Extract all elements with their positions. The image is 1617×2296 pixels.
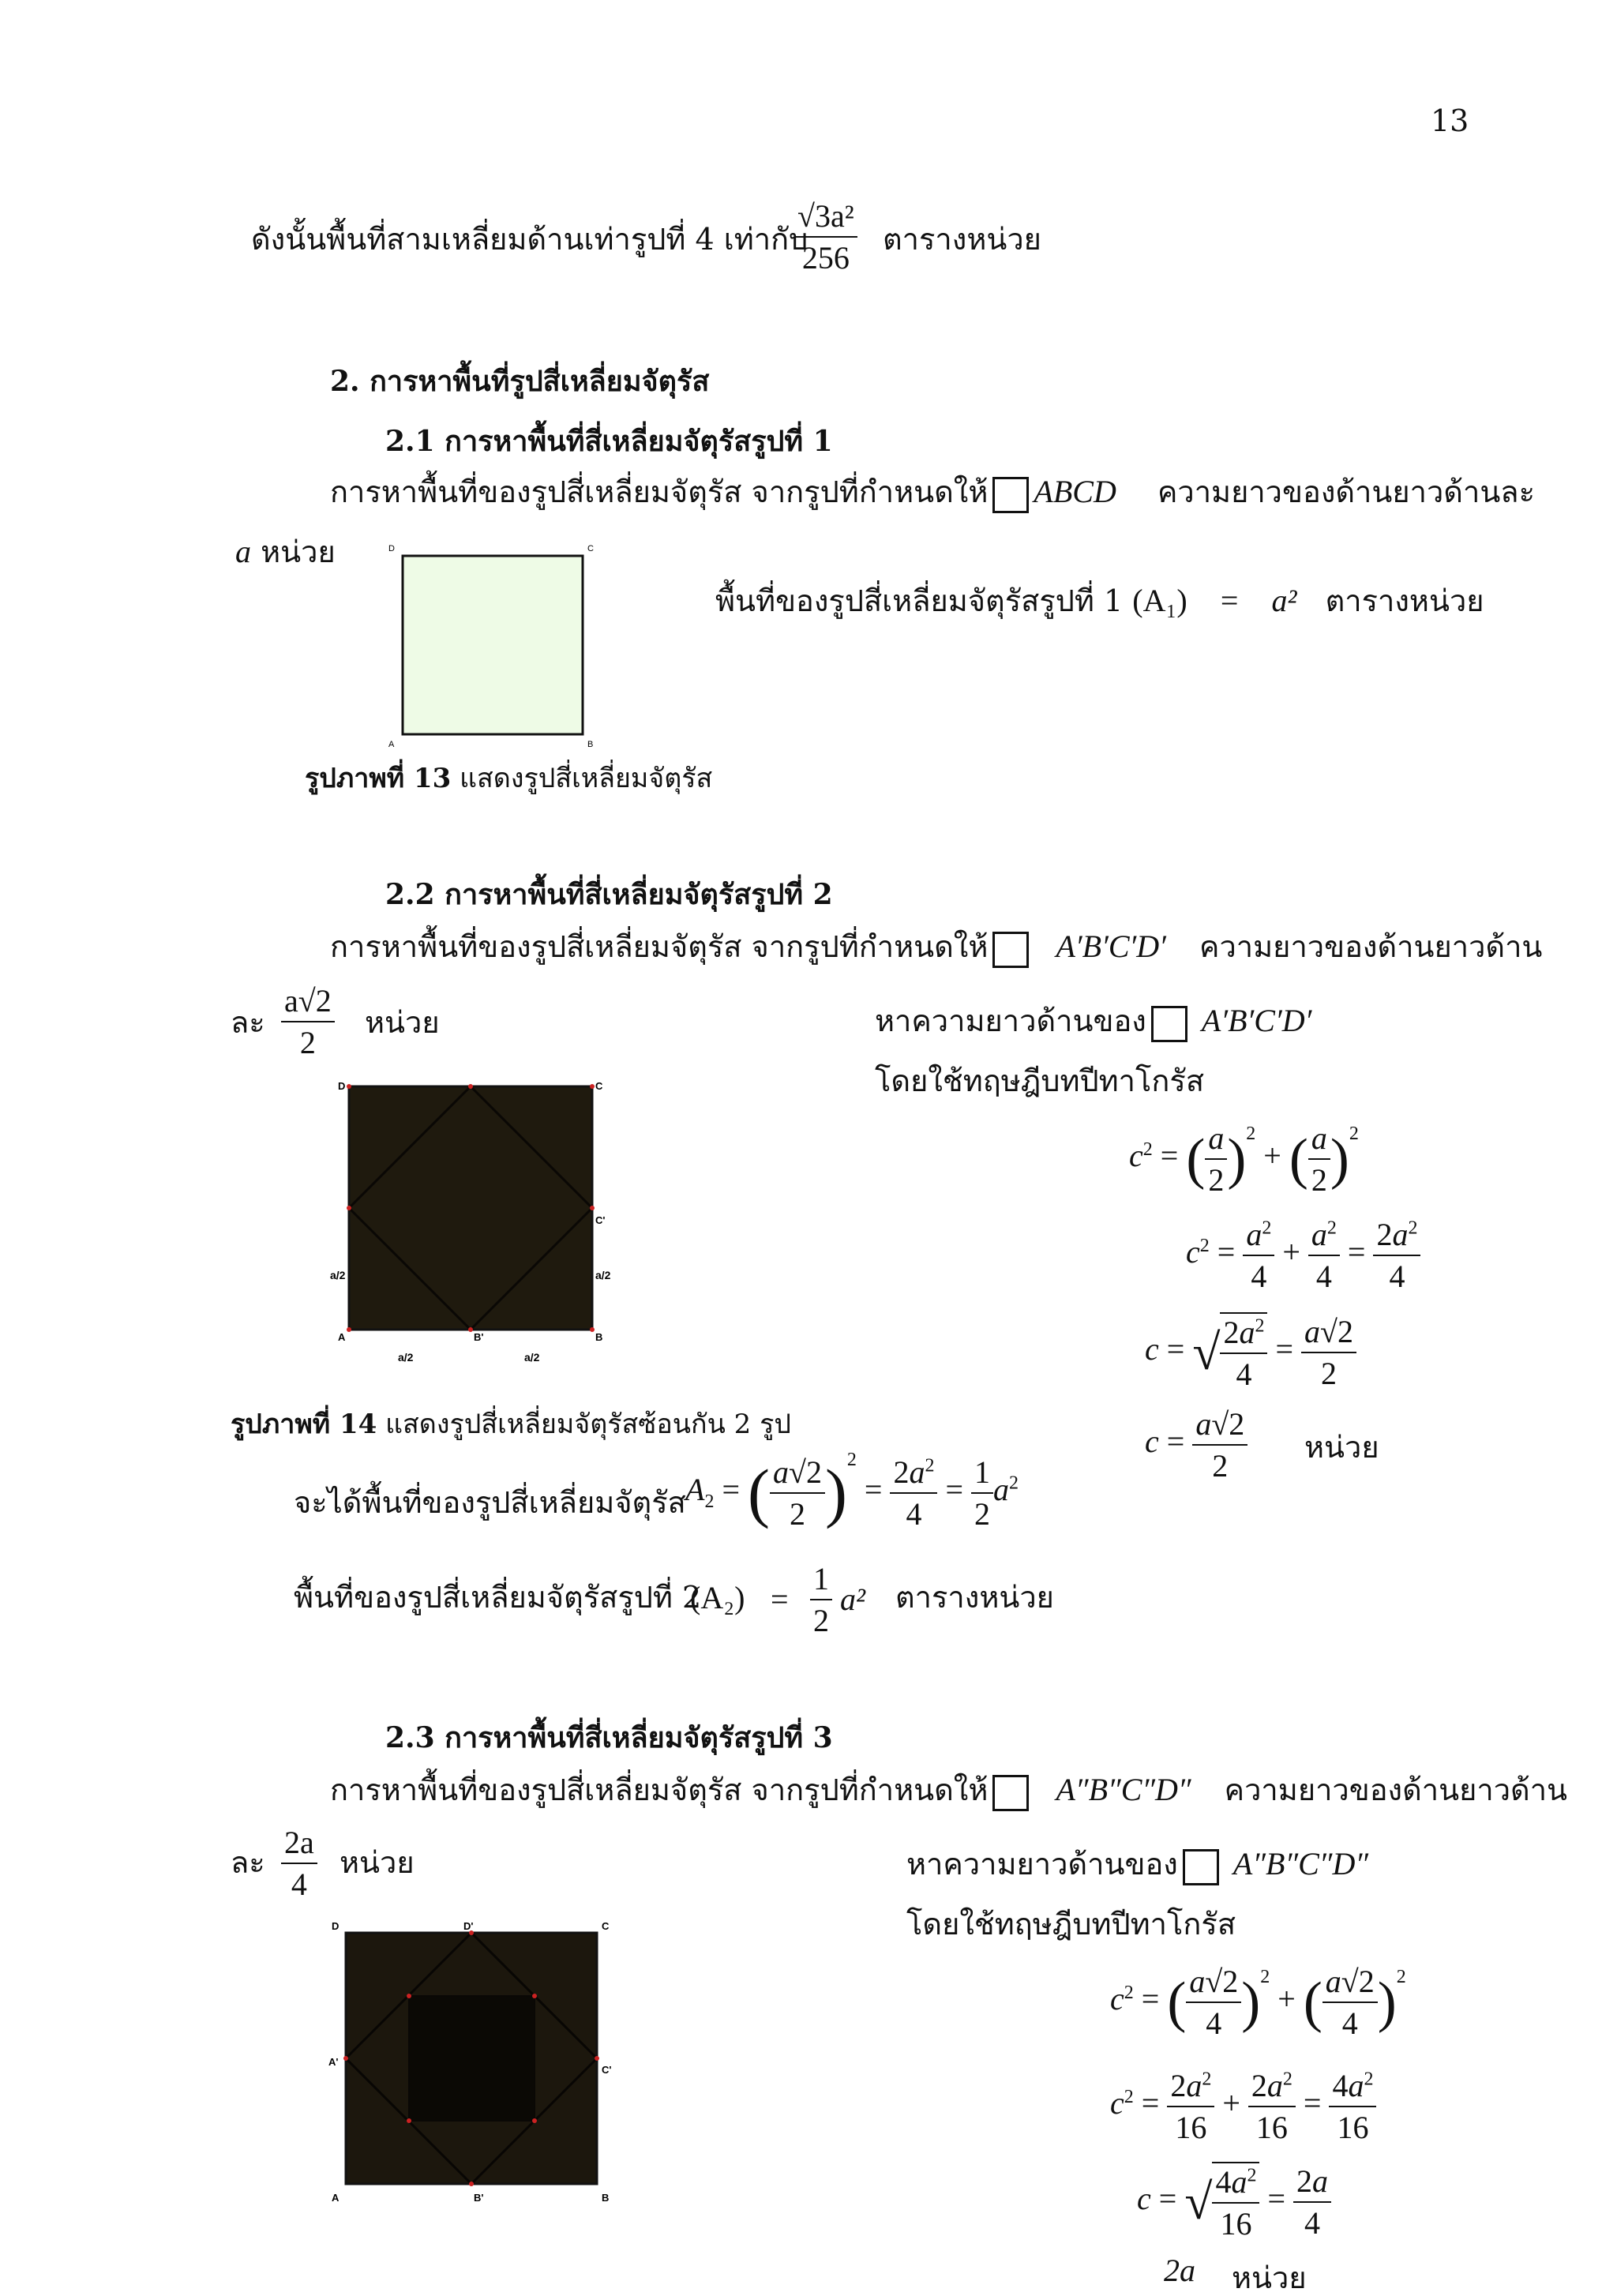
s21-side-line [235,534,336,570]
square-symbol-icon [992,932,1029,968]
label-ap: A' [328,2056,339,2068]
figure-15-nested-squares [325,1915,625,2215]
s23-paragraph [330,1772,1567,1811]
s22-area-den: 2 [813,1603,829,1638]
s22-area-text: พื้นที่ของรูปสี่เหลี่ยมจัตุรัสรูปที่ 2 [294,1580,702,1615]
label-a: A [332,2192,340,2204]
label-c: C [595,1080,603,1092]
s21-area-unit: ตารางหน่วย [1325,583,1484,618]
figure-13-square [379,537,608,758]
vertex-dot [590,1206,595,1210]
s21-para-b: ความยาวของด้านยาวด้านละ [1157,475,1535,509]
label-b: B [602,2192,610,2204]
s23-find-name: A″B″C″D″ [1232,1846,1368,1881]
square-symbol-icon [992,1775,1029,1811]
s21-para-a: การหาพื้นที่ของรูปสี่เหลี่ยมจัตุรัส จากรูปที่กำหนดให้ [330,475,989,509]
s21-side-unit: หน่วย [261,535,336,569]
s22-name: A′B′C′D′ [1056,929,1166,964]
intro-frac-den: 256 [801,240,850,276]
vertex-dot [468,1084,473,1089]
label-half-left: a/2 [330,1269,346,1281]
label-d: D [388,544,395,553]
s23-eq4-partial-unit: หน่วย [1232,2260,1307,2295]
s21-paragraph [330,474,1535,513]
s22-find-line [875,1003,1311,1042]
square-symbol-icon [992,477,1029,513]
figure-13-caption-bold: รูปภาพที่ 13 [305,763,452,794]
vertex-dot [590,1327,595,1332]
intro-unit: ตารางหน่วย [883,222,1041,257]
s21-side-var: a [235,534,251,569]
s23-eq2: $c^2$ = $\frac{2a^2}{16}$ + $\frac{2a^2}{16}$ = $\frac{4a^2}{16}$ [1110,2067,1376,2146]
vertex-dot [407,1994,411,1998]
s22-side-unit: หน่วย [365,1005,440,1040]
s23-eq4-partial-num: 2a [1164,2253,1195,2288]
figure-14-caption [231,1402,791,1445]
vertex-dot [532,2118,537,2123]
label-b: B [587,740,594,749]
s22-side-fraction [281,982,335,1061]
s23-pythagoras: โดยใช้ทฤษฎีบทปีทาโกรัส [906,1907,1236,1941]
s21-area-eq: = [1220,583,1239,618]
square-appbppcppdpp [409,1996,535,2121]
s22-para-b: ความยาวของด้านยาวด้าน [1199,929,1543,964]
label-cp: C' [595,1214,606,1226]
s23-find-text: หาความยาวด้านของ [906,1847,1178,1881]
s23-name: A″B″C″D″ [1056,1772,1191,1807]
s22-result-text: จะได้พื้นที่ของรูปสี่เหลี่ยมจัตุรัส [294,1485,686,1520]
figure-14-caption-bold: รูปภาพที่ 14 [231,1409,377,1440]
s21-area-line [715,583,1484,619]
s22-side-den: 2 [299,1025,316,1060]
label-d: D [338,1080,346,1092]
vertex-dot [343,2056,348,2061]
s22-area-num: 1 [810,1560,832,1600]
vertex-dot [595,2056,599,2061]
s23-side-den: 4 [291,1866,307,1902]
s21-area-val: a² [1271,583,1297,618]
s23-la: ละ [231,1845,265,1880]
figure-14-nested-squares [332,1075,616,1375]
square-abcd [403,556,583,734]
s23-side-num: 2a [281,1824,317,1864]
s23-side-unit: หน่วย [340,1845,415,1880]
vertex-dot [532,1994,537,1998]
label-cp: C' [602,2064,612,2076]
s21-area-sym: (A₁) [1132,583,1187,618]
vertex-dot [347,1084,351,1089]
vertex-dot [468,1327,473,1332]
square-abcd [349,1086,592,1330]
page-number: 13 [1431,103,1469,138]
label-half-right: a/2 [595,1269,611,1281]
s21-area-text: พื้นที่ของรูปสี่เหลี่ยมจัตุรัสรูปที่ 1 [715,583,1124,618]
s22-eq4-unit: หน่วย [1304,1430,1379,1465]
square-symbol-icon [1183,1849,1219,1885]
figure-13-caption [305,756,712,799]
s22-paragraph [330,929,1542,968]
s23-find-line [906,1846,1368,1885]
s22-la: ละ [231,1005,265,1040]
label-half-bottom-left: a/2 [398,1351,414,1364]
figure-13-caption-text: แสดงรูปสี่เหลี่ยมจัตุรัส [451,763,713,794]
vertex-dot [407,2118,411,2123]
s23-eq4-partial [1164,2252,1195,2289]
label-c: C [587,544,594,553]
figure-14-caption-text: แสดงรูปสี่เหลี่ยมจัตุรัสซ้อนกัน 2 รูป [377,1409,791,1440]
s22-pythagoras: โดยใช้ทฤษฎีบทปีทาโกรัส [875,1064,1205,1098]
section-2-1-heading: 2.1 การหาพื้นที่สี่เหลี่ยมจัตุรัสรูปที่ 1 [385,425,833,458]
s22-area-eq: = [771,1581,789,1617]
square-symbol-icon [1151,1006,1187,1042]
section-2-2-heading: 2.2 การหาพื้นที่สี่เหลี่ยมจัตุรัสรูปที่ 2 [385,878,833,911]
section-2-heading: 2. การหาพื้นที่รูปสี่เหลี่ยมจัตุรัส [330,365,710,398]
s22-side-num: a√2 [281,982,335,1022]
intro-frac-num: √3a² [794,197,857,238]
label-a: A [388,740,395,749]
label-b: B [595,1331,603,1343]
label-bp: B' [474,1331,484,1343]
s23-eq1: $c^2$ = ( $\frac{a√2}{4}$ )$^2$ + ( $\frac{a√2}{4}$ )$^2$ [1110,1964,1406,2041]
s23-eq3: c = √ $\frac{4a^2}{16}$ = $\frac{2a}{4}$ [1137,2162,1331,2242]
label-a: A [338,1331,346,1343]
s22-area-unit: ตารางหน่วย [895,1580,1054,1615]
s22-eq3: c = √ $\frac{2a^2}{4}$ = $\frac{a√2}{2}$ [1145,1312,1356,1393]
s22-area-var: a² [840,1581,865,1617]
s22-find-text: หาความยาวด้านของ [875,1004,1146,1038]
section-2-3-heading: 2.3 การหาพื้นที่สี่เหลี่ยมจัตุรัสรูปที่ 3 [385,1721,833,1754]
vertex-dot [590,1084,595,1089]
intro-text: ดังนั้นพื้นที่สามเหลี่ยมด้านเท่ารูปที่ 4 เท่ากับ [251,222,808,257]
s23-para-a: การหาพื้นที่ของรูปสี่เหลี่ยมจัตุรัส จากรูปที่กำหนดให้ [330,1773,989,1807]
s23-side-fraction [281,1824,317,1903]
s22-eq4: c = $\frac{a√2}{2}$ [1145,1405,1247,1484]
s22-para-a: การหาพื้นที่ของรูปสี่เหลี่ยมจัตุรัส จากรูปที่กำหนดให้ [330,929,989,964]
vertex-dot [347,1206,351,1210]
s22-area-frac [810,1560,832,1639]
s22-result-eq: $A_2$ = ( $\frac{a√2}{2}$ )$^2$ = $\frac{2a^2}{4}$ = $\frac{1}{2}$ $a^2$ [685,1450,1019,1532]
label-d: D [332,1920,340,1932]
s23-para-b: ความยาวของด้านยาวด้าน [1224,1773,1568,1807]
intro-fraction [794,197,857,276]
label-dp: D' [463,1920,474,1932]
vertex-dot [347,1327,351,1332]
label-c: C [602,1920,610,1932]
s21-name: ABCD [1034,474,1116,509]
s22-area-sym: (A₂) [690,1580,745,1615]
s22-eq1: $c^2$ = ( $\frac{a}{2}$ )$^2$ + ( $\frac{a}{2}$ )$^2$ [1129,1120,1359,1198]
label-bp: B' [474,2192,484,2204]
label-half-bottom-right: a/2 [524,1351,540,1364]
vertex-dot [469,2182,474,2186]
s22-find-name: A′B′C′D′ [1201,1003,1312,1038]
s22-eq2: $c^2$ = $\frac{a^2}{4}$ + $\frac{a^2}{4}$ = $\frac{2a^2}{4}$ [1186,1216,1420,1295]
